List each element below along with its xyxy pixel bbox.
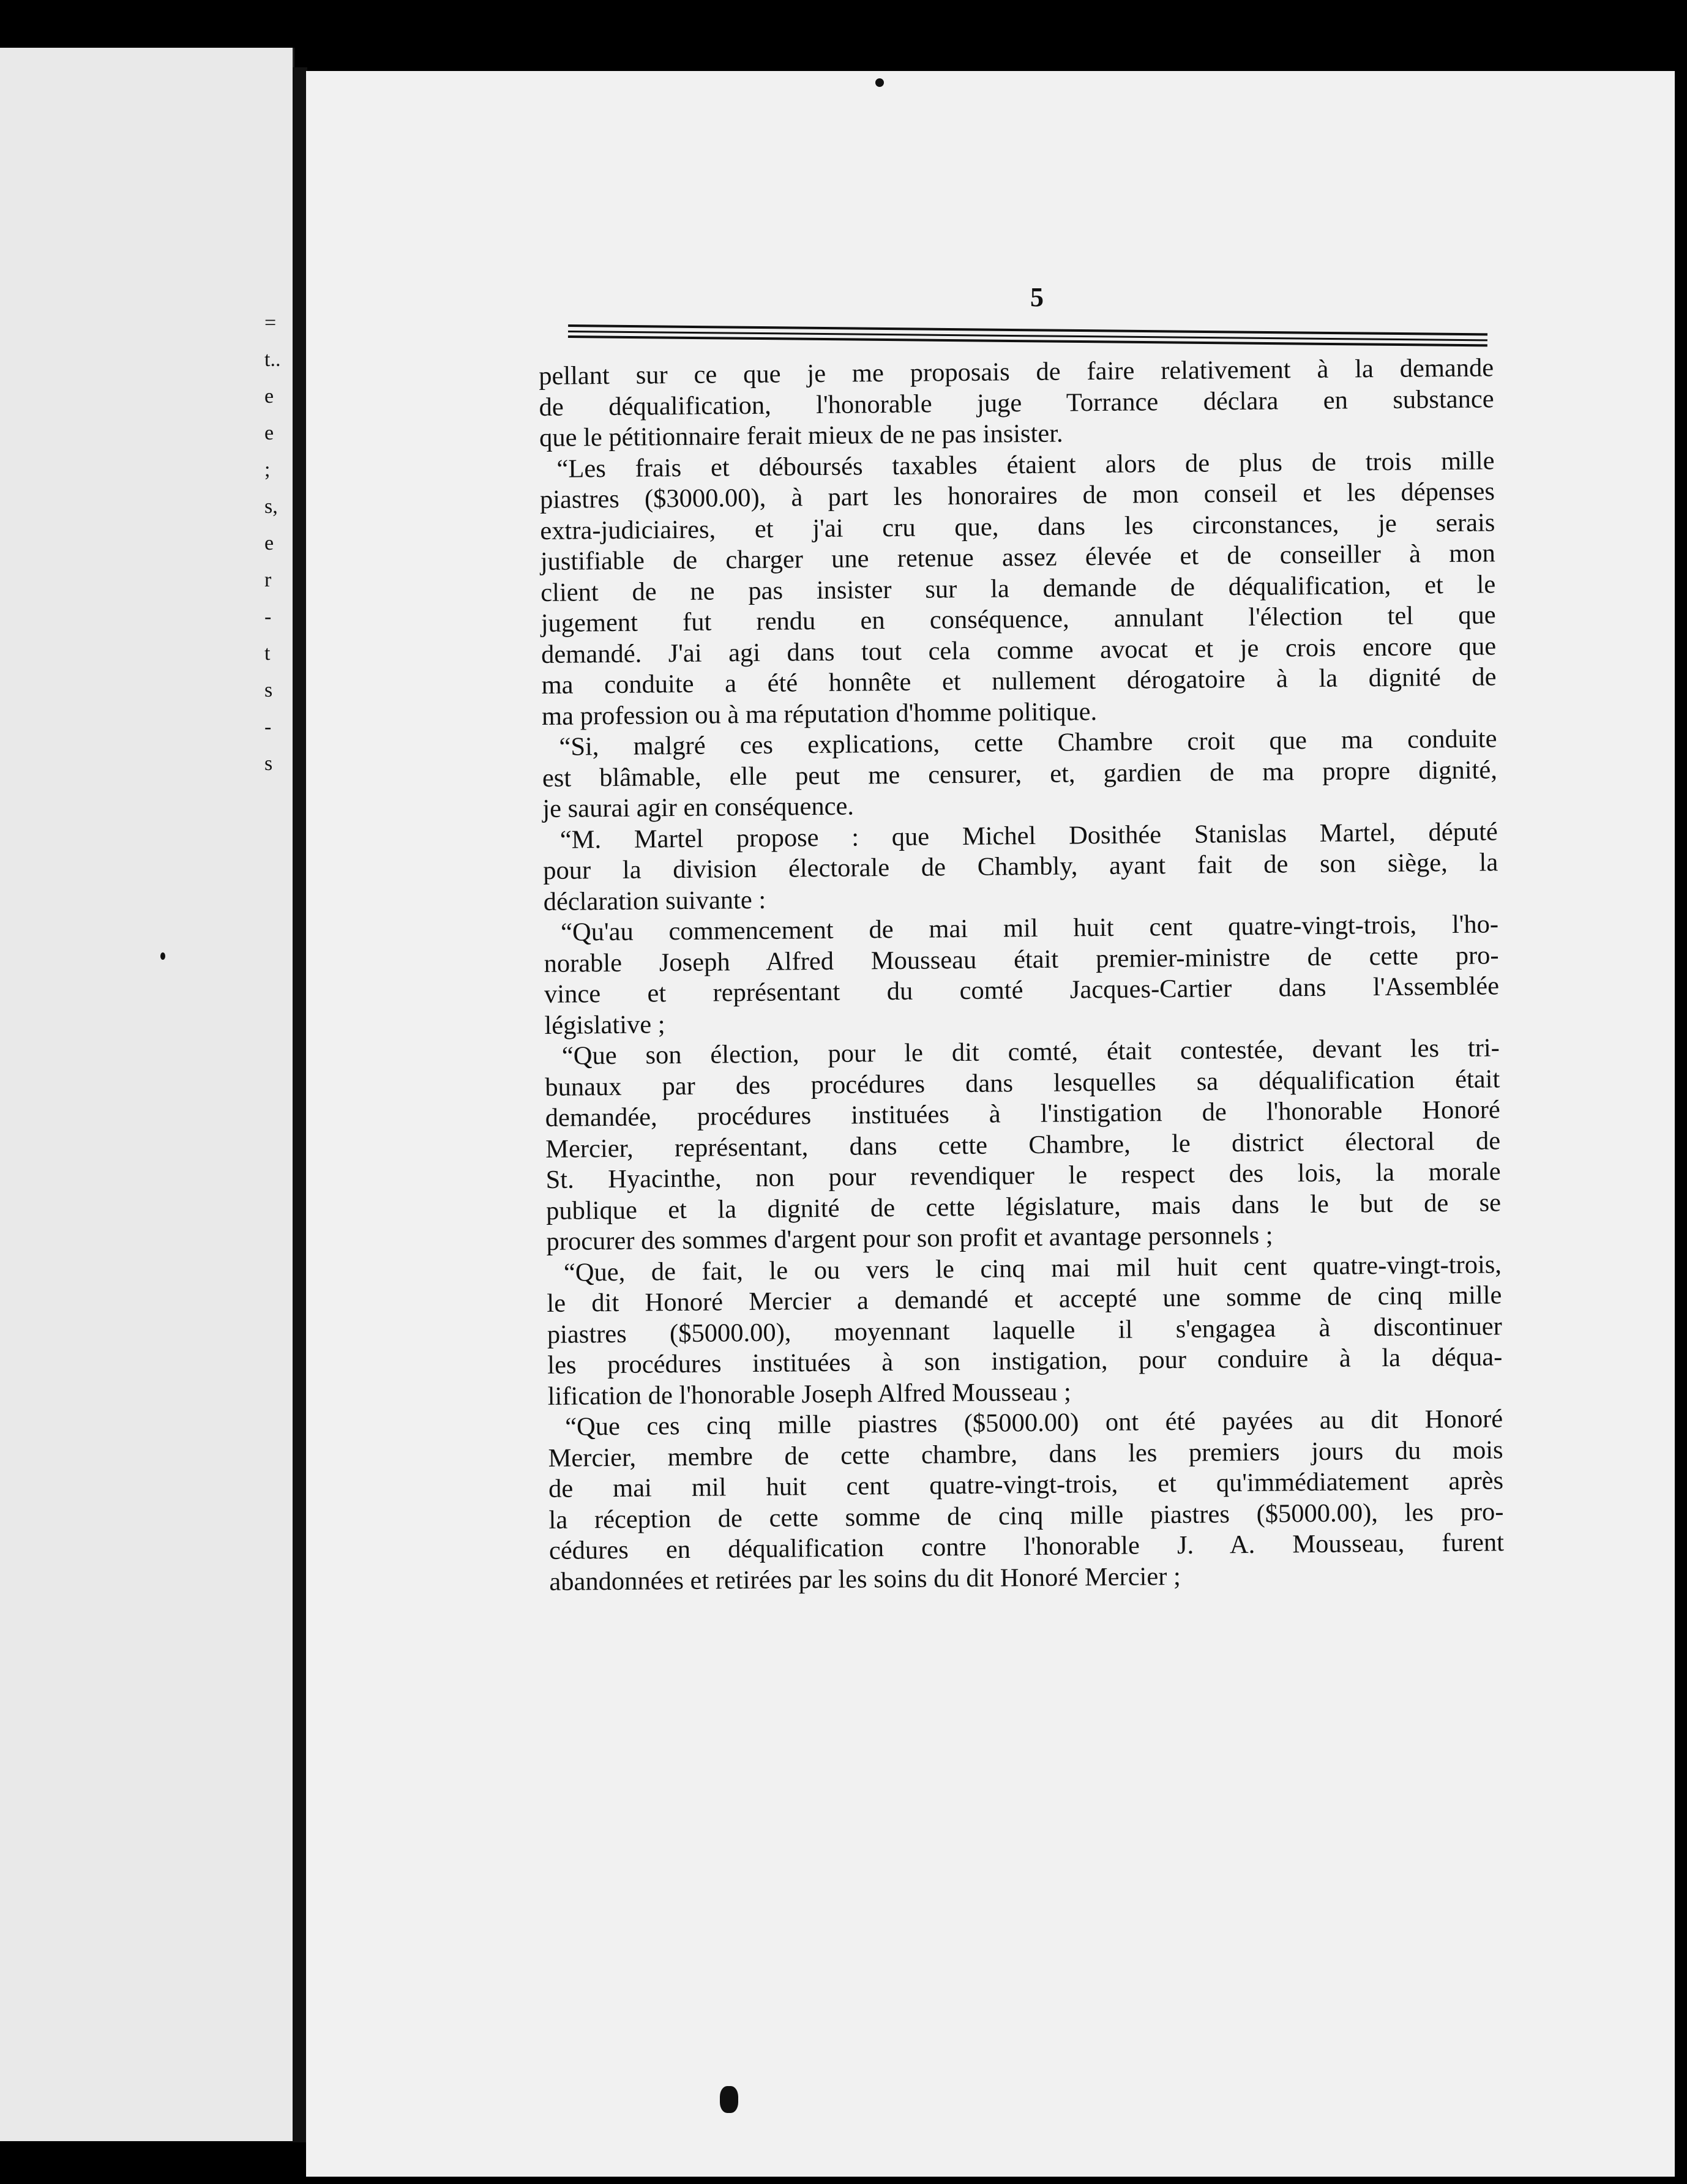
left-edge-char: = <box>264 312 277 334</box>
text-line: lification de l'honorable Joseph Alfred Mousseau ; <box>547 1377 1072 1411</box>
left-edge-char: r <box>264 569 272 591</box>
left-edge-char: - <box>264 716 272 738</box>
text-line: de mai mil huit cent quatre-vingt-trois, et qu'immédiatement après <box>548 1466 1504 1503</box>
body-text <box>539 353 1505 1598</box>
left-edge-char: t <box>264 642 271 665</box>
text-line: ma profession ou à ma réputation d'homme politique. <box>541 697 1098 731</box>
text-line: extra-judiciaires, et j'ai cru que, dans les circonstances, je serais <box>540 507 1495 545</box>
page-number: 5 <box>1030 282 1044 312</box>
page-gutter <box>293 67 307 2142</box>
text-line: est blâmable, elle peut me censurer, et, gardien de ma propre dignité, <box>542 755 1498 793</box>
scan-speck <box>720 2086 738 2113</box>
text-line: cédures en déqualification contre l'honorable J. A. Mousseau, furent <box>548 1528 1505 1565</box>
left-edge-char: e <box>264 385 274 408</box>
text-line: piastres ($3000.00), à part les honoraires de mon conseil et les dépenses <box>539 477 1495 514</box>
text-line: que le pétitionnaire ferait mieux de ne pas insister. <box>539 419 1063 452</box>
left-edge-char: s <box>264 752 273 775</box>
text-line: publique et la dignité de cette législature, mais dans le but de se <box>545 1187 1502 1225</box>
text-line: pour la division électorale de Chambly, ayant fait de son siège, la <box>543 848 1498 885</box>
text-line: le dit Honoré Mercier a demandé et accepté une somme de cinq mille <box>547 1281 1502 1318</box>
text-line: je saurai agir en conséquence. <box>542 791 855 823</box>
text-line: client de ne pas insister sur la demande de déqualification, et le <box>541 569 1496 607</box>
text-line: “Les frais et déboursés taxables étaient alors de plus de trois mille <box>556 446 1495 484</box>
text-line: ma conduite a été honnête et nullement dérogatoire à la dignité de <box>541 662 1497 700</box>
left-page-edge-text <box>264 305 289 782</box>
left-edge-char: e <box>264 422 274 444</box>
text-line: législative ; <box>544 1009 665 1040</box>
text-line: “Que ces cinq mille piastres ($5000.00) ont été payées au dit Honoré <box>564 1404 1503 1442</box>
text-line: norable Joseph Alfred Mousseau était premier-ministre de cette pro- <box>544 940 1499 978</box>
text-line: procurer des sommes d'argent pour son profit et avantage personnels ; <box>546 1221 1273 1256</box>
text-line: de déqualification, l'honorable juge Torrance déclara en substance <box>539 384 1494 422</box>
text-line: demandée, procédures instituées à l'instigation de l'honorable Honoré <box>545 1095 1500 1132</box>
text-line: “Qu'au commencement de mai mil huit cent quatre-vingt-trois, l'ho- <box>560 910 1499 947</box>
text-line: les procédures instituées à son instigation, pour conduire à la déqua- <box>547 1342 1503 1380</box>
text-line: jugement fut rendu en conséquence, annulant l'élection tel que <box>541 600 1496 638</box>
text-line: piastres ($5000.00), moyennant laquelle il s'engagea à discontinuer <box>547 1311 1503 1349</box>
text-line: abandonnées et retirées par les soins du dit Honoré Mercier ; <box>549 1561 1181 1596</box>
text-line: St. Hyacinthe, non pour revendiquer le respect des lois, la morale <box>545 1157 1501 1194</box>
text-line: pellant sur ce que je me proposais de faire relativement à la demande <box>539 353 1494 391</box>
text-line: bunaux par des procédures dans lesquelles sa déqualification était <box>545 1064 1500 1102</box>
text-line: Mercier, membre de cette chambre, dans les premiers jours du mois <box>548 1435 1503 1473</box>
text-line: justifiable de charger une retenue assez élevée et de conseiller à mon <box>540 539 1496 576</box>
text-line: “M. Martel propose : que Michel Dosithée Stanislas Martel, député <box>559 817 1498 855</box>
text-line: “Si, malgré ces explications, cette Chambre croit que ma conduite <box>559 724 1497 761</box>
scan-speck <box>160 952 165 960</box>
text-line: déclaration suivante : <box>543 885 766 916</box>
text-line: Mercier, représentant, dans cette Chambre, le district électoral de <box>545 1126 1501 1164</box>
left-edge-char: - <box>264 605 272 628</box>
left-edge-char: s, <box>264 495 278 518</box>
text-line: vince et représentant du comté Jacques-Cartier dans l'Assemblée <box>544 971 1500 1009</box>
left-edge-char: t.. <box>264 348 281 371</box>
left-page <box>0 48 294 2141</box>
text-line: demandé. J'ai agi dans tout cela comme avocat et je crois encore que <box>541 631 1497 669</box>
text-line: la réception de cette somme de cinq mille piastres ($5000.00), les pro- <box>548 1497 1504 1535</box>
left-edge-char: s <box>264 679 273 701</box>
left-edge-char: e <box>264 532 274 555</box>
scan-speck <box>875 78 884 87</box>
text-line: “Que, de fait, le ou vers le cinq mai mil huit cent quatre-vingt-trois, <box>563 1249 1502 1287</box>
text-line: “Que son élection, pour le dit comté, était contestée, devant les tri- <box>561 1033 1500 1071</box>
left-edge-char: ; <box>264 458 271 481</box>
